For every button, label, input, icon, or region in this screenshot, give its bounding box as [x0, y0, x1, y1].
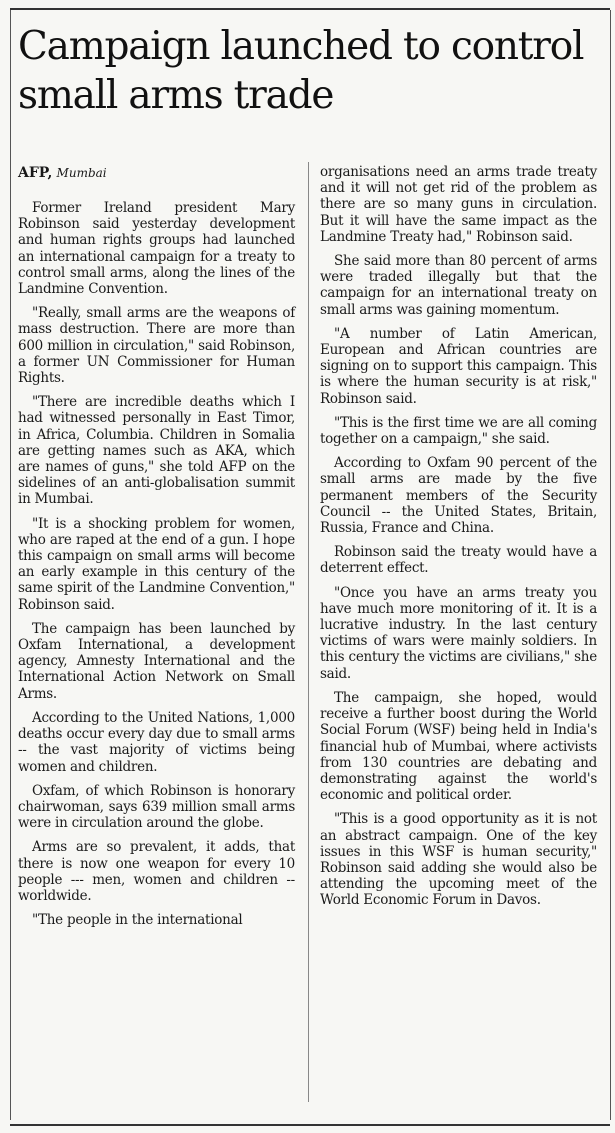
byline-place: Mumbai [56, 166, 107, 180]
top-border [10, 8, 610, 10]
paragraph: "Once you have an arms treaty you have much more monitoring of it. It is a lucrative industry. In the last century victims of wars were mainly soldiers. In this century the victims are civilians," she said. [320, 584, 597, 682]
paragraph: "This is a good opportunity as it is not an abstract campaign. One of the key issues in this WSF is human security," Robinson said adding she would also be attending the upcoming meet of the World Economic Forum in Davos. [320, 811, 597, 909]
paragraph: "Really, small arms are the weapons of mass destruction. There are more than 600 million in circulation," said Robinson, a former UN Commissioner for Human Rights. [18, 305, 295, 387]
headline: Campaign launched to control small arms trade [18, 24, 584, 118]
left-border [10, 10, 11, 1120]
paragraph: Arms are so prevalent, it adds, that there is now one weapon for every 10 people --- men, women and children -- worldwide. [18, 839, 295, 904]
byline [18, 164, 107, 183]
paragraph: "The people in the international [32, 912, 243, 929]
paragraph: Oxfam, of which Robinson is honorary chairwoman, says 639 million small arms were in circulation around the globe. [18, 782, 295, 832]
paragraph: "This is the first time we are all coming together on a campaign," she said. [320, 414, 597, 448]
bottom-border [10, 1124, 610, 1126]
paragraph: The campaign, she hoped, would receive a further boost during the World Social Forum (WSF) being held in India's financial hub of Mumbai, where activists from 130 countries are debating and demonstrating against the world's economic and political order. [320, 689, 597, 804]
paragraph: The campaign has been launched by Oxfam International, a development agency, Amnesty International and the International Action Network on Small Arms. [18, 620, 295, 702]
paragraph: Former Ireland president Mary Robinson said yesterday development and human rights groups had launched an international campaign for a treaty to control small arms, along the lines of the Landmine Convention. [18, 200, 295, 298]
paragraph: According to the United Nations, 1,000 deaths occur every day due to small arms -- the vast majority of victims being women and children. [18, 709, 295, 775]
paragraph: "It is a shocking problem for women, who are raped at the end of a gun. I hope this campaign on small arms will become an early example in this century of the same spirit of the Landmine Convention," Robinson said. [18, 515, 295, 613]
paragraph: "A number of Latin American, European and African countries are signing on to support this campaign. This is where the human security is at risk," Robinson said. [320, 325, 597, 407]
paragraph: "There are incredible deaths which I had witnessed personally in East Timor, in Africa, Columbia. Children in Somalia are getting names such as AKA, which are names of guns," she told AFP on the sidelines of an anti-globalisation summit in Mumbai. [18, 394, 295, 508]
paragraph-continued: organisations need an arms trade treaty and it will not get rid of the problem as there are so many guns in circulation. But it will have the same impact as the Landmine Treaty had," Robinson said. [320, 164, 597, 245]
paragraph: She said more than 80 percent of arms were traded illegally but that the campaign for an international treaty on small arms was gaining momentum. [320, 253, 597, 318]
paragraph: Robinson said the treaty would have a deterrent effect. [320, 544, 597, 577]
byline-agency: AFP, [18, 165, 53, 181]
column-divider [308, 162, 309, 1102]
right-border [610, 10, 611, 1120]
left-column [18, 200, 295, 936]
right-column [320, 164, 597, 917]
paragraph: According to Oxfam 90 percent of the small arms are made by the five permanent members of the Security Council -- the United States, Britain, Russia, France and China. [320, 455, 597, 537]
